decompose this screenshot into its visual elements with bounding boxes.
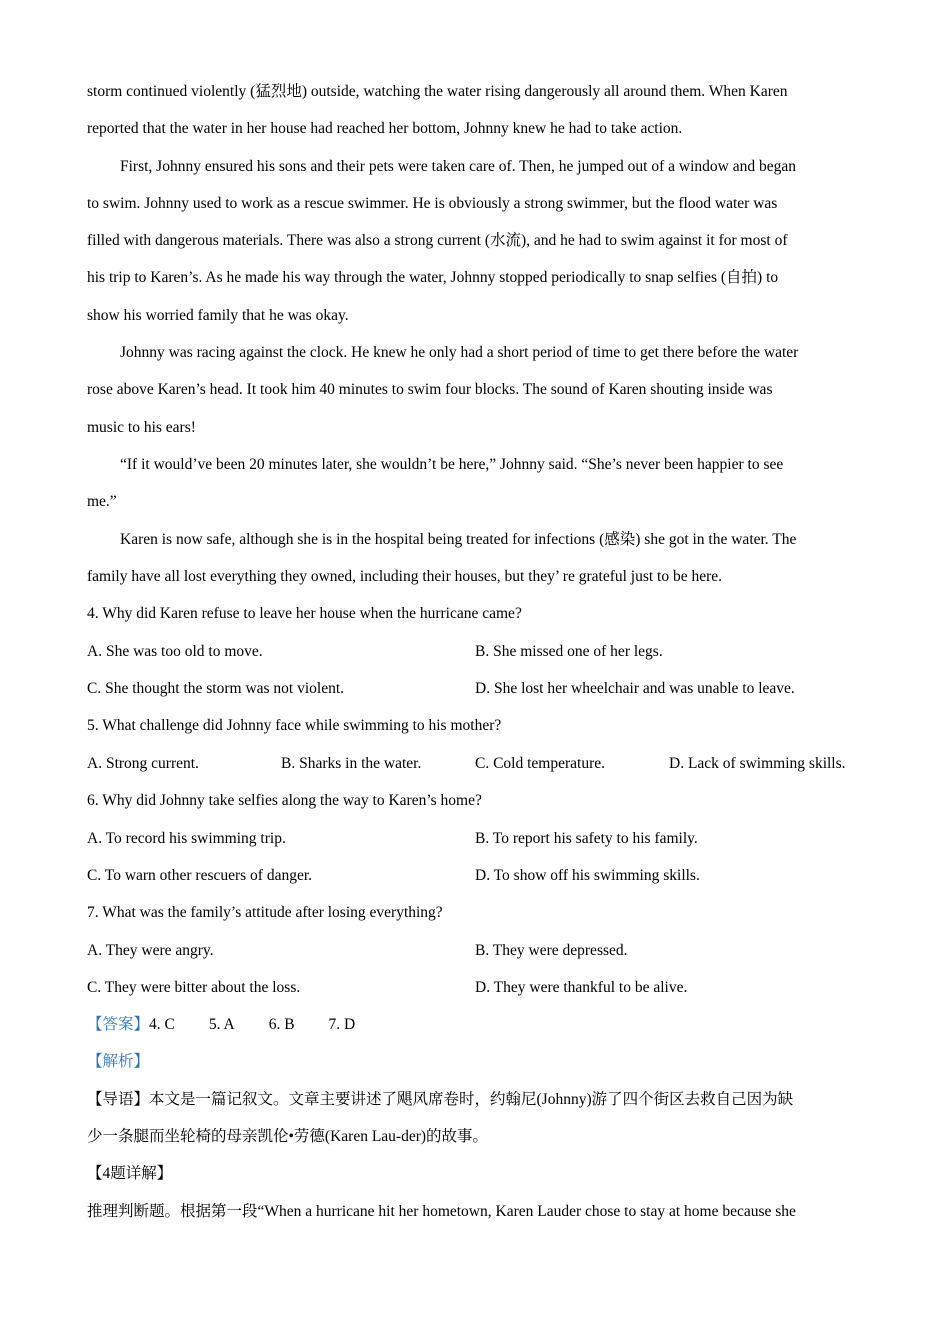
passage-line: Johnny was racing against the clock. He knew he only had a short period of time to get there before the water	[120, 344, 799, 361]
option-b: B. They were depressed.	[475, 942, 628, 959]
option-c: C. To warn other rescuers of danger.	[87, 867, 313, 884]
option-d: D. Lack of swimming skills.	[669, 755, 846, 772]
guide-label: 【导语】	[87, 1091, 150, 1108]
passage-line: rose above Karen’s head. It took him 40 minutes to swim four blocks. The sound of Karen shouting inside was	[87, 381, 773, 398]
question-stem: 5. What challenge did Johnny face while swimming to his mother?	[87, 717, 502, 734]
passage-line: First, Johnny ensured his sons and their pets were taken care of. Then, he jumped out of a window and began	[120, 158, 796, 175]
passage-line: show his worried family that he was okay.	[87, 307, 349, 324]
option-d: D. They were thankful to be alive.	[475, 979, 688, 996]
passage-line: music to his ears!	[87, 419, 196, 436]
guide-text: 本文是一篇记叙文。文章主要讲述了飓风席卷时，约翰尼(Johnny)游了四个街区去救自己因为缺	[149, 1091, 794, 1108]
option-d: D. She lost her wheelchair and was unable to leave.	[475, 680, 795, 697]
detail-text: 推理判断题。根据第一段“When a hurricane hit her hometown, Karen Lauder chose to stay at home because she	[87, 1203, 796, 1220]
passage-line: to swim. Johnny used to work as a rescue swimmer. He is obviously a strong swimmer, but the flood water was	[87, 195, 778, 212]
option-a: A. She was too old to move.	[87, 643, 263, 660]
option-a: A. To record his swimming trip.	[87, 830, 286, 847]
passage-line: filled with dangerous materials. There was also a strong current (水流), and he had to swim against it for most of	[87, 232, 788, 249]
guide-line-2: 少一条腿而坐轮椅的母亲凯伦•劳德(Karen Lau-der)的故事。	[87, 1128, 489, 1145]
passage-line: his trip to Karen’s. As he made his way through the water, Johnny stopped periodically to snap selfies (自拍) to	[87, 269, 779, 286]
passage-line: reported that the water in her house had reached her bottom, Johnny knew he had to take action.	[87, 120, 683, 137]
answer-item: 5. A	[208, 1016, 235, 1033]
option-c: C. Cold temperature.	[475, 755, 605, 772]
option-c: C. They were bitter about the loss.	[87, 979, 301, 996]
answer-item: 4. C	[149, 1016, 175, 1033]
option-a: A. They were angry.	[87, 942, 214, 959]
question-stem: 4. Why did Karen refuse to leave her house when the hurricane came?	[87, 605, 522, 622]
option-c: C. She thought the storm was not violent.	[87, 680, 345, 697]
passage-line: “If it would’ve been 20 minutes later, she wouldn’t be here,” Johnny said. “She’s never been happier to see	[120, 456, 784, 473]
question-stem: 6. Why did Johnny take selfies along the way to Karen’s home?	[87, 792, 482, 809]
answer-item: 6. B	[268, 1016, 295, 1033]
passage-line: me.”	[87, 493, 117, 510]
answer-label: 【答案】	[87, 1016, 150, 1033]
option-b: B. Sharks in the water.	[281, 755, 422, 772]
detail-label: 【4题详解】	[87, 1165, 173, 1182]
passage-line: Karen is now safe, although she is in the hospital being treated for infections (感染) she got in the water. The	[120, 531, 797, 548]
passage-line: storm continued violently (猛烈地) outside, watching the water rising dangerously all around them. When Karen	[87, 83, 788, 100]
option-a: A. Strong current.	[87, 755, 199, 772]
guide-line	[87, 1088, 867, 1112]
passage-line: family have all lost everything they owned, including their houses, but they’ re grateful just to be here.	[87, 568, 723, 585]
answer-item: 7. D	[328, 1016, 356, 1033]
analysis-label: 【解析】	[87, 1053, 150, 1070]
option-d: D. To show off his swimming skills.	[475, 867, 700, 884]
option-b: B. To report his safety to his family.	[475, 830, 698, 847]
answer-line	[87, 1013, 867, 1037]
question-stem: 7. What was the family’s attitude after losing everything?	[87, 904, 443, 921]
option-b: B. She missed one of her legs.	[475, 643, 663, 660]
